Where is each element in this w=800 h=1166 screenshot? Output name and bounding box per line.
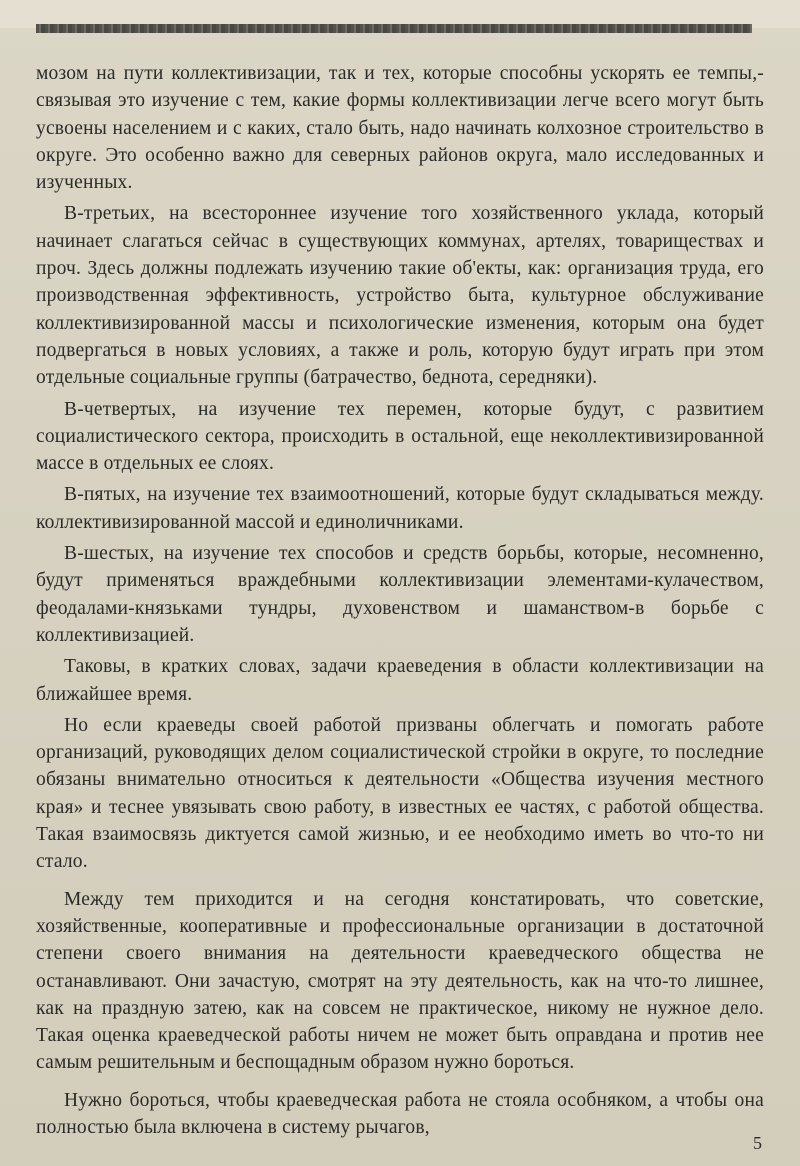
paragraph-7: Но если краеведы своей работой призваны облегчать и помогать работе организаций, руководящих делом социалистической стройки в округе, то последние обязаны внимательно относиться к деятельности «Общества изучения местного края» и теснее увязывать свою работу, в известных ее частях, с работой общества. Такая взаимосвязь диктуется самой жизнью, и ее необходимо иметь во что-то ни стало.	[36, 714, 764, 873]
paragraph-2: В-третьих, на всестороннее изучение того хозяйственного уклада, который начинает слагаться сейчас в существующих коммунах, артелях, товариществах и проч. Здесь должны подлежать изучению такие об'екты, как: организация труда, его производственная эффективность, устройство быта, культурное обслуживание коллективизированной массы и психологические изменения, которым она будет подвергаться в новых условиях, а также и роль, которую будут играть при этом отдельные социальные группы (батрачество, беднота, середняки).	[36, 203, 764, 389]
paragraph-8: Между тем приходится и на сегодня констатировать, что советские, хозяйственные, кооперативные и профессиональные организации в достаточной степени своего внимания на деятельности краеведческого общества не останавливают. Они зачастую, смотрят на эту деятельность, как на что-то лишнее, как на праздную затею, как на совсем не практическое, никому не нужное дело. Такая оценка краеведческой работы ничем не может быть оправдана и против нее самым решительным и беспощадным образом нужно бороться.	[36, 888, 764, 1074]
paragraph-1: мозом на пути коллективизации, так и тех, которые способны ускорять ее темпы,-связывая это изучение с тем, какие формы коллективизации легче всего могут быть усвоены населением и с каких, стало быть, надо начинать колхозное строительство в округе. Это особенно важно для северных районов округа, мало исследованных и изученных.	[36, 63, 764, 194]
body-text	[36, 60, 764, 1145]
paragraph-6: Таковы, в кратких словах, задачи краеведения в области коллективизации на ближайшее время.	[36, 656, 764, 705]
paragraph-3: В-четвертых, на изучение тех перемен, которые будут, с развитием социалистического сектора, происходить в остальной, еще неколлективизированной массе в отдельных ее слоях.	[36, 398, 764, 475]
paragraph-9: Нужно бороться, чтобы краеведческая работа не стояла особняком, а чтобы она полностью была включена в систему рычагов,	[36, 1089, 764, 1138]
paragraph-4: В-пятых, на изучение тех взаимоотношений, которые будут складываться между. коллективизированной массой и единоличниками.	[36, 484, 764, 533]
decorative-top-rule	[36, 24, 752, 33]
paragraph-5: В-шестых, на изучение тех способов и средств борьбы, которые, несомненно, будут применяться враждебными коллективизации элементами-кулачеством, феодалами-князьками тундры, духовенством и шаманством-в борьбе с коллективизацией.	[36, 543, 764, 646]
page-number: 5	[753, 1133, 762, 1153]
